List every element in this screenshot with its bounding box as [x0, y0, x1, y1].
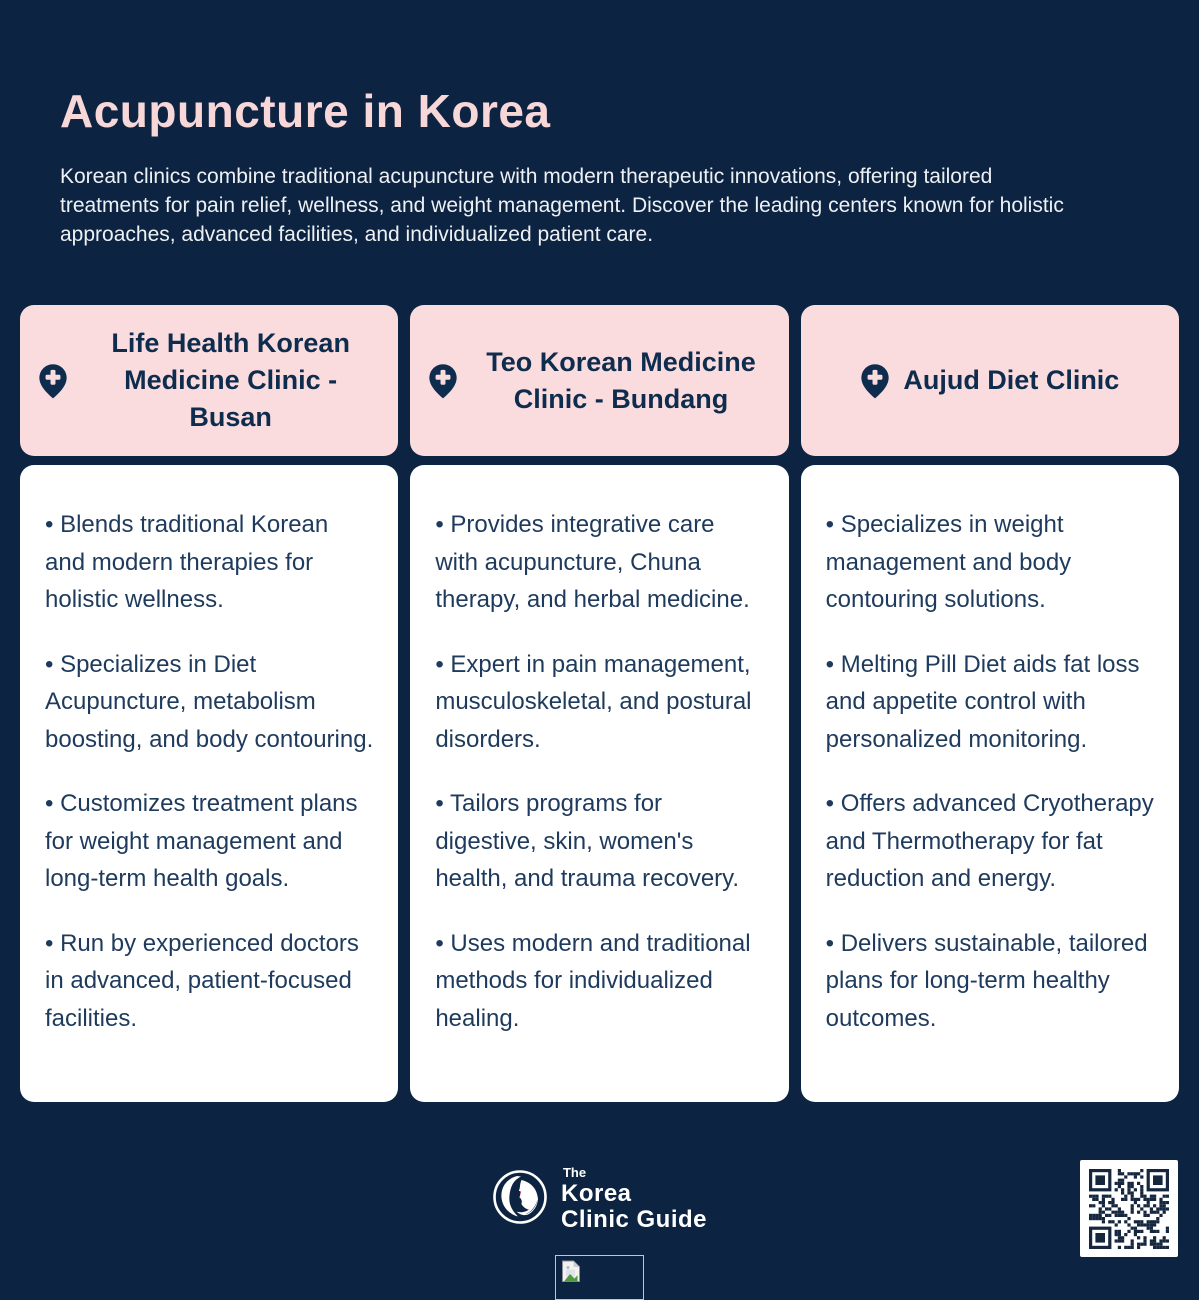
clinic-bullet: • Offers advanced Cryotherapy and Thermotherapy for fat reduction and energy.	[825, 790, 1154, 892]
clinic-details-card	[410, 465, 788, 1102]
clinic-details-card	[20, 465, 398, 1102]
korea-clinic-guide-logo	[492, 1169, 548, 1230]
broken-image-placeholder	[555, 1255, 644, 1300]
page-title: Acupuncture in Korea	[60, 85, 551, 137]
clinic-name: Life Health Korean Medicine Clinic - Busan	[111, 328, 350, 432]
clinic-column-teo	[410, 305, 788, 1102]
broken-image-icon	[561, 1260, 582, 1283]
page-header	[0, 0, 1199, 249]
clinic-header-card	[410, 305, 788, 456]
page-subtitle: Korean clinics combine traditional acupuncture with modern therapeutic innovations, offering tailored treatments for pain relief, wellness, and weight management. Discover the leading centers known for holistic approaches, advanced facilities, and individualized patient care.	[60, 165, 1064, 246]
clinic-bullet: • Expert in pain management, musculoskeletal, and postural disorders.	[435, 650, 752, 753]
map-pin-plus-icon	[428, 363, 458, 399]
clinic-cards-grid	[20, 305, 1179, 1102]
map-pin-plus-icon	[38, 363, 68, 399]
footer-brand-text	[561, 1166, 707, 1232]
clinic-bullet: • Specializes in weight management and body contouring solutions.	[825, 511, 1072, 613]
clinic-column-aujud	[801, 305, 1179, 1102]
clinic-name: Teo Korean Medicine Clinic - Bundang	[486, 346, 756, 414]
clinic-bullet: • Tailors programs for digestive, skin, women's health, and trauma recovery.	[435, 790, 740, 892]
clinic-header-card	[20, 305, 398, 456]
clinic-column-life-health	[20, 305, 398, 1102]
clinic-header-card	[801, 305, 1179, 456]
qr-code	[1080, 1160, 1178, 1257]
clinic-name: Aujud Diet Clinic	[903, 365, 1120, 395]
clinic-bullet: • Blends traditional Korean and modern therapies for holistic wellness.	[45, 511, 329, 613]
clinic-bullet: • Run by experienced doctors in advanced, patient-focused facilities.	[45, 929, 359, 1032]
clinic-bullet: • Delivers sustainable, tailored plans for long-term healthy outcomes.	[825, 929, 1148, 1032]
map-pin-plus-icon	[860, 363, 890, 399]
clinic-bullet: • Specializes in Diet Acupuncture, metabolism boosting, and body contouring.	[45, 650, 374, 753]
qr-code-pattern	[1089, 1169, 1169, 1249]
footer-brand	[0, 1166, 1199, 1232]
brand-line-the: The	[562, 1165, 587, 1180]
brand-line-korea: Korea	[560, 1180, 632, 1207]
clinic-details-card	[801, 465, 1179, 1102]
clinic-bullet: • Uses modern and traditional methods for individualized healing.	[435, 929, 751, 1032]
clinic-bullet: • Customizes treatment plans for weight management and long-term health goals.	[45, 790, 358, 892]
clinic-bullet: • Melting Pill Diet aids fat loss and appetite control with personalized monitoring.	[825, 650, 1140, 753]
brand-line-clinic-guide: Clinic Guide	[560, 1206, 707, 1233]
clinic-bullet: • Provides integrative care with acupuncture, Chuna therapy, and herbal medicine.	[435, 511, 750, 613]
